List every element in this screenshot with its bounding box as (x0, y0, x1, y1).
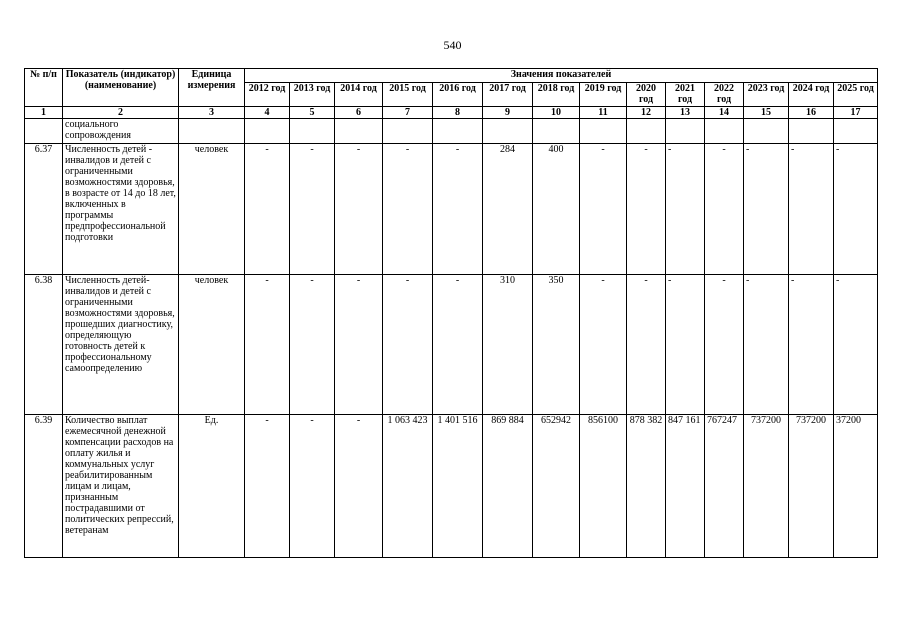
row-value: 400 (533, 144, 580, 275)
row-value: - (666, 275, 705, 415)
header-year: 2020 год (627, 83, 666, 107)
row-value: 310 (483, 275, 533, 415)
column-number: 6 (335, 107, 383, 119)
row-value: - (834, 275, 878, 415)
row-value: - (245, 415, 290, 558)
row-number: 6.37 (25, 144, 63, 275)
row-value: 652942 (533, 415, 580, 558)
row-unit: Ед. (179, 415, 245, 558)
indicators-table (24, 68, 878, 558)
header-year: 2021 год (666, 83, 705, 107)
row-value: - (744, 275, 789, 415)
column-number: 10 (533, 107, 580, 119)
header-year: 2023 год (744, 83, 789, 107)
row-value: - (789, 144, 834, 275)
row-value: - (290, 144, 335, 275)
row-value: - (744, 144, 789, 275)
row-value: - (580, 144, 627, 275)
row-indicator: Численность детей - инвалидов и детей с ограниченными возможностями здоровья, в возрасте от 14 до 18 лет, включенных в программы предпрофессиональной подготовки (63, 144, 179, 275)
row-value: - (433, 144, 483, 275)
column-number: 9 (483, 107, 533, 119)
column-number-row (25, 107, 878, 119)
row-unit: человек (179, 144, 245, 275)
row-value (705, 119, 744, 144)
row-value: - (580, 275, 627, 415)
row-value (290, 119, 335, 144)
row-value: 856100 (580, 415, 627, 558)
row-value: 284 (483, 144, 533, 275)
row-value: - (335, 144, 383, 275)
header-values: Значения показателей (245, 69, 878, 83)
header-year: 2017 год (483, 83, 533, 107)
row-value (245, 119, 290, 144)
row-value: - (245, 275, 290, 415)
header-year: 2013 год (290, 83, 335, 107)
column-number: 12 (627, 107, 666, 119)
row-value: - (335, 415, 383, 558)
header-year: 2014 год (335, 83, 383, 107)
row-value (789, 119, 834, 144)
row-value (580, 119, 627, 144)
row-value: - (335, 275, 383, 415)
row-value: 737200 (744, 415, 789, 558)
column-number: 2 (63, 107, 179, 119)
row-unit: человек (179, 275, 245, 415)
row-unit (179, 119, 245, 144)
row-value (627, 119, 666, 144)
row-value (834, 119, 878, 144)
row-value: - (383, 275, 433, 415)
row-value: 350 (533, 275, 580, 415)
row-value (383, 119, 433, 144)
column-number: 3 (179, 107, 245, 119)
row-indicator: Количество выплат ежемесячной денежной компенсации расходов на оплату жилья и коммунальных услуг реабилитированным лицам и лицам, признанным пострадавшими от политических репрессий, ветеранам (63, 415, 179, 558)
row-value: 869 884 (483, 415, 533, 558)
row-number (25, 119, 63, 144)
row-value: 1 063 423 (383, 415, 433, 558)
row-indicator: Численность детей-инвалидов и детей с ограниченными возможностями здоровья, прошедших диагностику, определяющую готовность детей к профессиональному самоопределению (63, 275, 179, 415)
row-value: - (290, 415, 335, 558)
row-value: - (383, 144, 433, 275)
table-row (25, 144, 878, 275)
column-number: 7 (383, 107, 433, 119)
column-number: 16 (789, 107, 834, 119)
header-indicator: Показатель (индикатор) (наименование) (63, 69, 179, 107)
column-number: 14 (705, 107, 744, 119)
row-value (433, 119, 483, 144)
row-value (335, 119, 383, 144)
column-number: 1 (25, 107, 63, 119)
column-number: 13 (666, 107, 705, 119)
header-num: № п/п (25, 69, 63, 107)
header-year: 2025 год (834, 83, 878, 107)
table-row (25, 415, 878, 558)
row-value: - (666, 144, 705, 275)
column-number: 4 (245, 107, 290, 119)
page-number: 540 (443, 38, 462, 52)
row-value: 1 401 516 (433, 415, 483, 558)
row-number: 6.38 (25, 275, 63, 415)
row-value: - (834, 144, 878, 275)
header-year: 2015 год (383, 83, 433, 107)
header-year: 2019 год (580, 83, 627, 107)
header-year: 2018 год (533, 83, 580, 107)
row-value: - (433, 275, 483, 415)
row-value (744, 119, 789, 144)
column-number: 5 (290, 107, 335, 119)
row-indicator: социального сопровождения (63, 119, 179, 144)
column-number: 11 (580, 107, 627, 119)
row-value: - (627, 144, 666, 275)
row-value: - (245, 144, 290, 275)
row-value: - (705, 144, 744, 275)
row-value: - (705, 275, 744, 415)
header-unit: Единица измерения (179, 69, 245, 107)
row-value (483, 119, 533, 144)
row-value: 737200 (789, 415, 834, 558)
column-number: 17 (834, 107, 878, 119)
header-year: 2022 год (705, 83, 744, 107)
row-value (666, 119, 705, 144)
table-row (25, 119, 878, 144)
column-number: 8 (433, 107, 483, 119)
row-value: 767247 (705, 415, 744, 558)
header-year: 2016 год (433, 83, 483, 107)
row-value: - (290, 275, 335, 415)
row-value: 847 161 (666, 415, 705, 558)
row-value: - (789, 275, 834, 415)
header-year: 2024 год (789, 83, 834, 107)
table-row (25, 275, 878, 415)
row-value: 878 382 (627, 415, 666, 558)
row-number: 6.39 (25, 415, 63, 558)
row-value: 37200 (834, 415, 878, 558)
header-year: 2012 год (245, 83, 290, 107)
row-value (533, 119, 580, 144)
column-number: 15 (744, 107, 789, 119)
row-value: - (627, 275, 666, 415)
